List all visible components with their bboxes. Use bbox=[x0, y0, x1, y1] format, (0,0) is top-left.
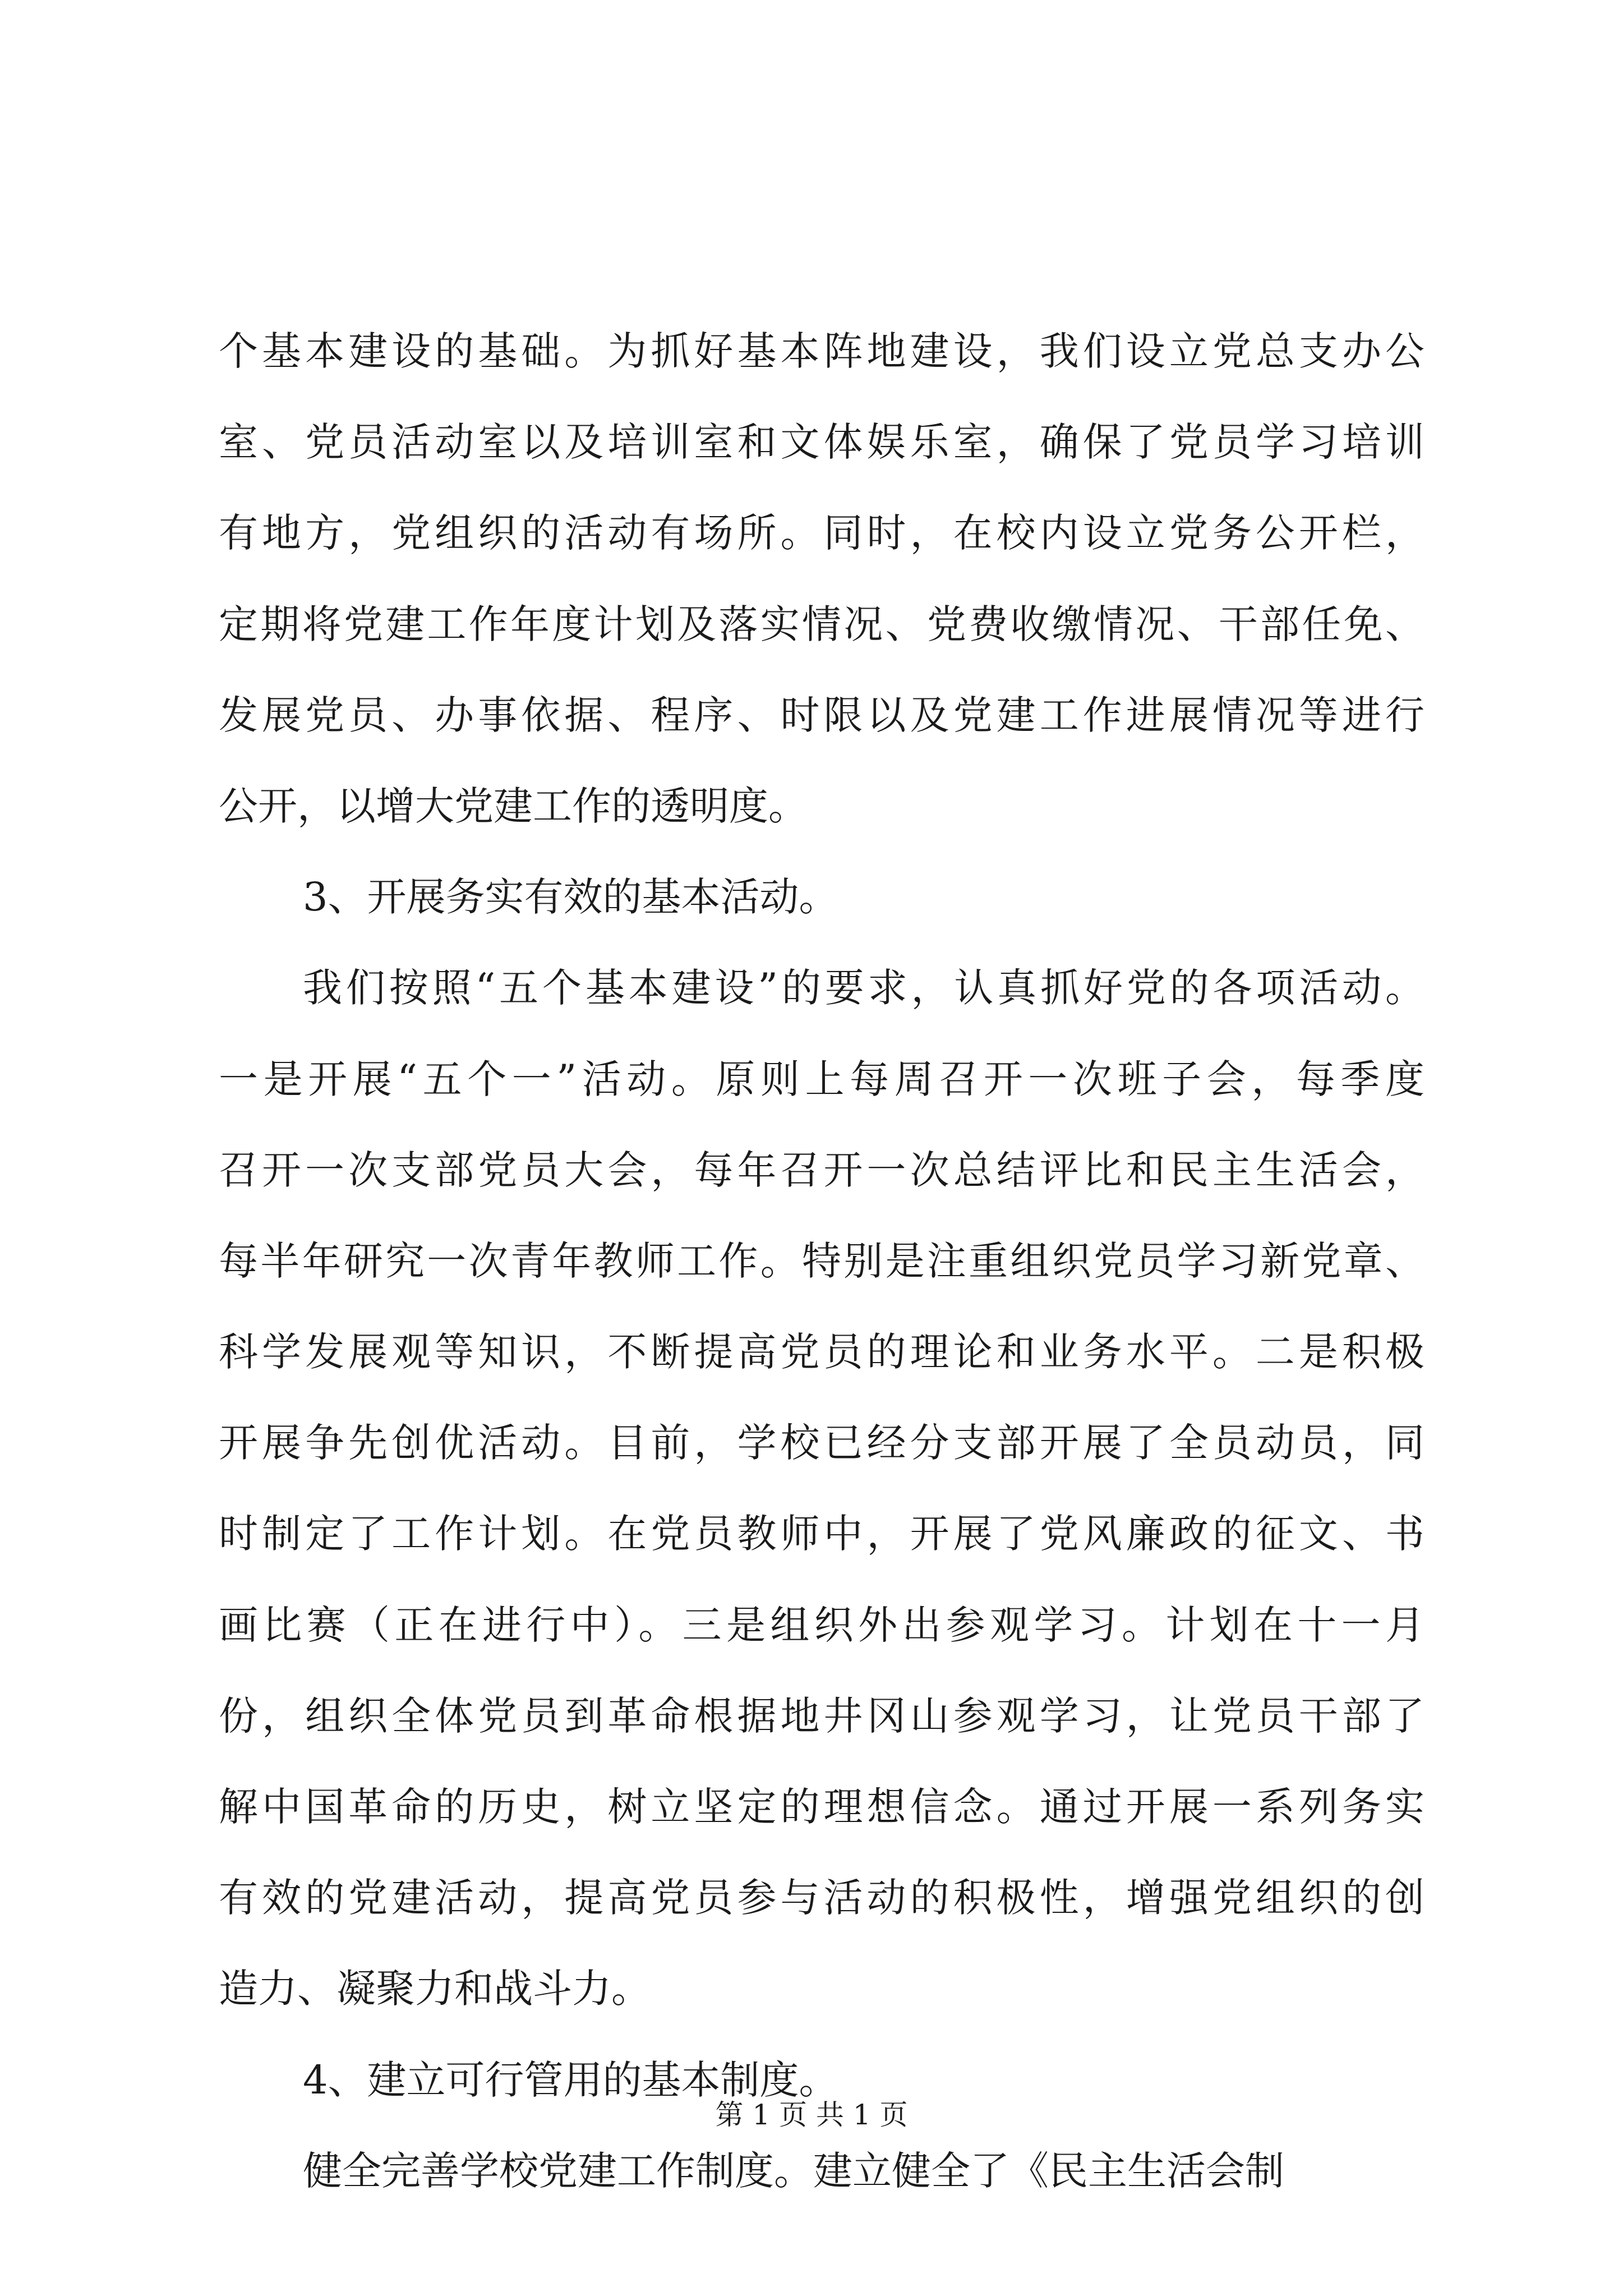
text-line: 时制定了工作计划。在党员教师中，开展了党风廉政的征文、书 bbox=[219, 1511, 1424, 1557]
text-line: 解中国革命的历史，树立坚定的理想信念。通过开展一系列务实 bbox=[219, 1784, 1424, 1830]
text-line: 发展党员、办事依据、程序、时限以及党建工作进展情况等进行 bbox=[219, 692, 1424, 738]
section-heading: 4、建立可行管用的基本制度。 bbox=[303, 2056, 838, 2103]
section-heading: 3、开展务实有效的基本活动。 bbox=[303, 874, 838, 921]
text-line: 召开一次支部党员大会，每年召开一次总结评比和民主生活会， bbox=[219, 1147, 1424, 1193]
text-line: 定期将党建工作年度计划及落实情况、党费收缴情况、干部任免、 bbox=[219, 601, 1424, 647]
text-line: 开展争先创优活动。目前，学校已经分支部开展了全员动员，同 bbox=[219, 1420, 1424, 1466]
text-line: 有地方，党组织的活动有场所。同时，在校内设立党务公开栏， bbox=[219, 510, 1424, 556]
text-line: 份，组织全体党员到革命根据地井冈山参观学习，让党员干部了 bbox=[219, 1692, 1424, 1739]
text-line: 室、党员活动室以及培训室和文体娱乐室，确保了党员学习培训 bbox=[219, 419, 1424, 466]
text-line: 一是开展“五个一”活动。原则上每周召开一次班子会，每季度 bbox=[219, 1056, 1424, 1102]
text-line: 每半年研究一次青年教师工作。特别是注重组织党员学习新党章、 bbox=[219, 1237, 1424, 1284]
page-footer: 第 1 页 共 1 页 bbox=[715, 2099, 908, 2131]
text-line: 个基本建设的基础。为抓好基本阵地建设，我们设立党总支办公 bbox=[219, 328, 1424, 374]
text-line: 我们按照“五个基本建设”的要求，认真抓好党的各项活动。 bbox=[303, 965, 1424, 1011]
text-line: 公开，以增大党建工作的透明度。 bbox=[219, 783, 808, 829]
text-line: 画比赛（正在进行中）。三是组织外出参观学习。计划在十一月 bbox=[219, 1602, 1424, 1648]
text-line: 科学发展观等知识，不断提高党员的理论和业务水平。二是积极 bbox=[219, 1329, 1424, 1375]
text-line: 造力、凝聚力和战斗力。 bbox=[219, 1966, 651, 2012]
text-line: 健全完善学校党建工作制度。建立健全了《民主生活会制 bbox=[303, 2147, 1284, 2194]
text-line: 有效的党建活动，提高党员参与活动的积极性，增强党组织的创 bbox=[219, 1875, 1424, 1921]
body-text bbox=[219, 306, 1424, 2216]
